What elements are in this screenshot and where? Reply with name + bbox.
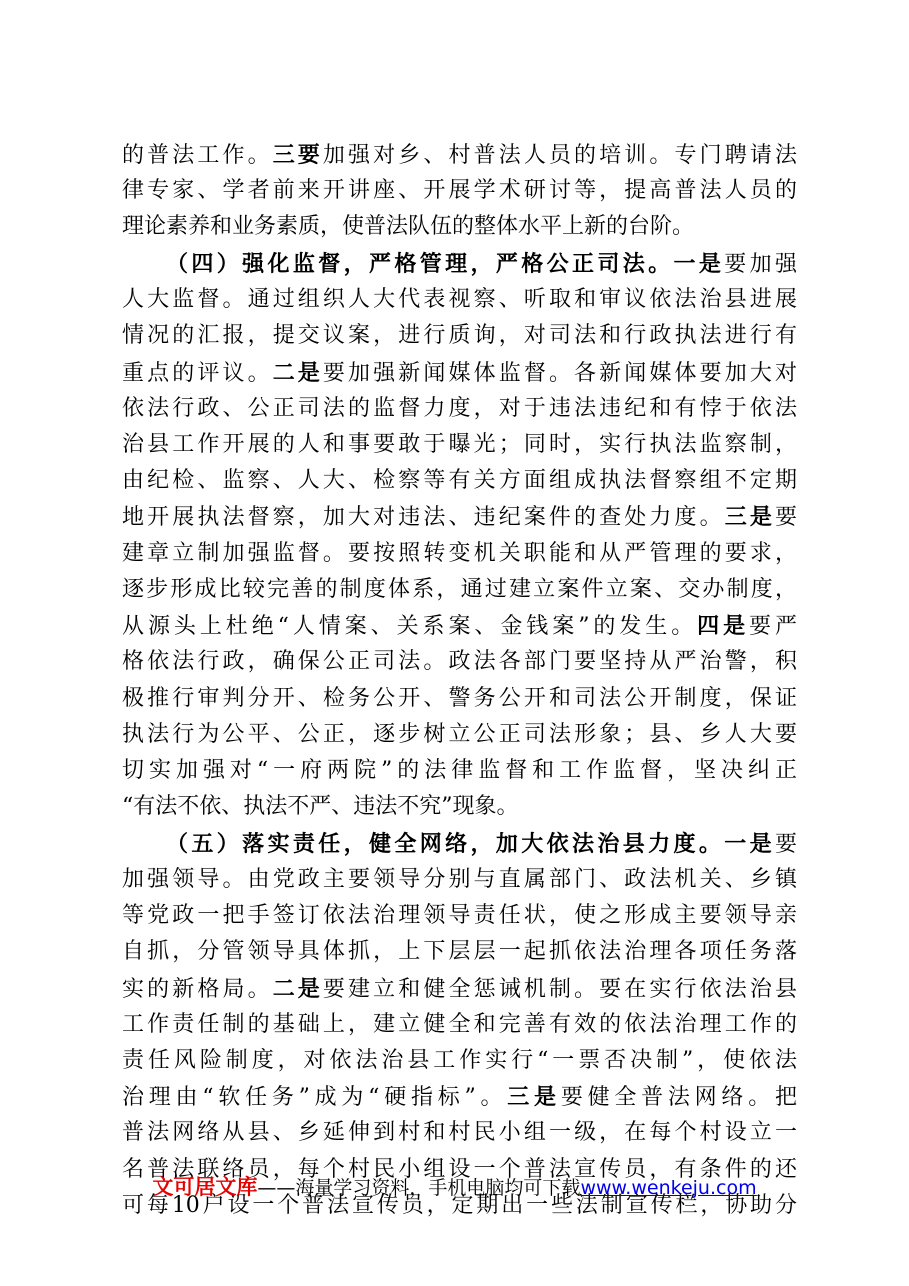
text-run: 自抓，分管领导具体抓，上下层层一起抓依法治理各项任务落 <box>122 939 797 964</box>
text-run: 要 <box>774 832 797 857</box>
text-run: 格依法行政，确保公正司法。政法各部门要坚持从严治警，积 <box>122 649 797 674</box>
text-run: 依法行政、公正司法的监督力度，对于违法违纪和有悖于依法 <box>122 396 797 421</box>
text-line <box>122 464 797 498</box>
text-run: 要严 <box>749 614 797 639</box>
text-line <box>122 935 797 969</box>
bold-text-run: 一是 <box>673 251 725 277</box>
text-run: 从源头上杜绝“人情案、关系案、金钱案”的发生。 <box>122 614 698 639</box>
footer-brand-name: 文可居文库 <box>152 1175 258 1199</box>
text-run: 极推行审判分开、检务公开、警务公开和司法公开制度，保证 <box>122 686 797 711</box>
text-line <box>122 1008 797 1042</box>
text-line <box>122 682 797 716</box>
text-run: 加强领导。由党政主要领导分别与直属部门、政法机关、乡镇 <box>122 867 797 892</box>
text-run: 执法行为公平、公正，逐步树立公正司法形象；县、乡人大要 <box>122 722 797 747</box>
text-run: 等党政一把手签订依法治理领导责任状，使之形成主要领导亲 <box>122 903 797 928</box>
text-run: 情况的汇报，提交议案，进行质询，对司法和行政执法进行有 <box>122 323 797 348</box>
text-run: 要建立和健全惩诫机制。要在实行依法治县 <box>322 977 797 1002</box>
text-line <box>122 899 797 933</box>
bold-text-run: （五）落实责任，健全网络，加大依法治县力度。 <box>166 831 725 857</box>
text-line <box>122 609 797 643</box>
text-run: 加强对乡、村普法人员的培训。专门聘请法 <box>322 143 797 168</box>
text-run: 治理由“软任务”成为“硬指标”。 <box>122 1085 508 1110</box>
text-run: 要加强 <box>724 252 797 277</box>
bold-text-run: 三是 <box>507 1084 561 1110</box>
text-line <box>122 645 797 679</box>
text-line <box>122 754 797 788</box>
bold-text-run: 二是 <box>272 976 323 1002</box>
text-line <box>122 210 797 244</box>
text-run: 律专家、学者前来开讲座、开展学术研讨等，提高普法人员的 <box>122 178 797 203</box>
text-line <box>122 573 797 607</box>
text-run: 工作责任制的基础上，建立健全和完善有效的依法治理工作的 <box>122 1012 797 1037</box>
text-line <box>122 319 797 353</box>
text-line <box>122 1116 797 1150</box>
text-run: 责任风险制度，对依法治县工作实行“一票否决制”，使依法 <box>122 1048 797 1073</box>
bold-text-run: （四）强化监督，严格管理，严格公正司法。 <box>166 251 674 277</box>
text-run: 普法网络从县、乡延伸到村和村民小组一级，在每个村设立一 <box>122 1120 797 1145</box>
bold-text-run: 一是 <box>724 831 775 857</box>
text-line <box>122 500 797 534</box>
text-line <box>122 972 797 1006</box>
text-run: 建章立制加强监督。要按照转变机关职能和从严管理的要求， <box>122 541 797 566</box>
text-run: 可每10户设一个普法宣传员，定期出一些法制宣传栏，协助分 <box>122 1193 797 1218</box>
text-run: 名普法联络员，每个村民小组设一个普法宣传员，有条件的还 <box>122 1157 797 1182</box>
text-line <box>166 247 797 281</box>
text-line <box>122 356 797 390</box>
bold-text-run: 四是 <box>697 613 750 639</box>
bold-text-run: 三要 <box>272 142 323 168</box>
text-run: 治县工作开展的人和事要敢于曝光；同时，实行执法监察制， <box>122 432 797 457</box>
text-line <box>166 827 797 861</box>
text-run: 要 <box>774 505 797 530</box>
text-run: 要加强新闻媒体监督。各新闻媒体要加大对 <box>322 361 797 386</box>
text-run: 地开展执法督察，加大对违法、违纪案件的查处力度。 <box>122 505 725 530</box>
text-line <box>122 138 797 172</box>
text-run: 实的新格局。 <box>122 977 273 1002</box>
text-line <box>122 1080 797 1114</box>
bold-text-run: 三是 <box>724 504 775 530</box>
text-line <box>122 718 797 752</box>
footer-url-link[interactable]: www.wenkeju.com <box>580 1177 757 1199</box>
text-line <box>122 174 797 208</box>
text-line <box>122 790 797 824</box>
footer-tagline: ——海量学习资料，手机电脑均可下载 <box>257 1177 581 1199</box>
text-run: 切实加强对“一府两院”的法律监督和工作监督，坚决纠正 <box>122 758 797 783</box>
text-line <box>122 392 797 426</box>
text-run: 理论素养和业务素质，使普法队伍的整体水平上新的台阶。 <box>122 214 695 239</box>
text-run: 逐步形成比较完善的制度体系，通过建立案件立案、交办制度， <box>122 577 797 602</box>
footer-banner <box>0 1173 909 1202</box>
text-run: 要健全普法网络。把 <box>560 1085 797 1110</box>
text-line <box>122 863 797 897</box>
text-line <box>122 1044 797 1078</box>
text-line <box>122 537 797 571</box>
text-line <box>122 283 797 317</box>
text-run: 人大监督。通过组织人大代表视察、听取和审议依法治县进展 <box>122 287 797 312</box>
text-run: “有法不依、执法不严、违法不究”现象。 <box>122 794 519 819</box>
text-run: 的普法工作。 <box>122 143 273 168</box>
text-line <box>122 428 797 462</box>
bold-text-run: 二是 <box>272 360 323 386</box>
text-run: 由纪检、监察、人大、检察等有关方面组成执法督察组不定期 <box>122 468 797 493</box>
text-run: 重点的评议。 <box>122 361 273 386</box>
